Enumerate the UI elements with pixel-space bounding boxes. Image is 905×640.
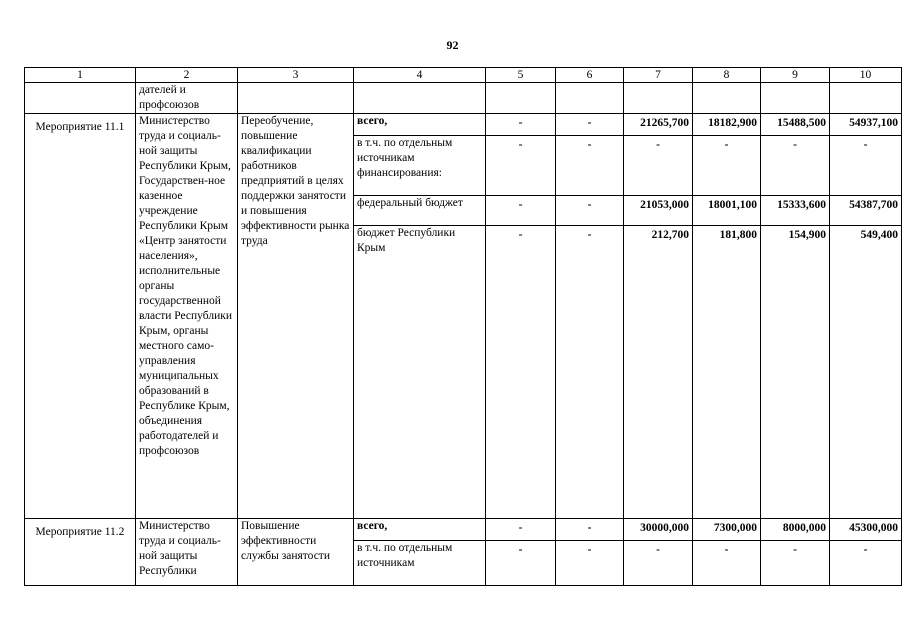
value-cell: 30000,000 bbox=[624, 519, 693, 541]
value-cell: - bbox=[624, 541, 693, 586]
value-cell: 7300,000 bbox=[693, 519, 761, 541]
header-cell: 6 bbox=[556, 68, 624, 83]
measure-label: Мероприятие 11.2 bbox=[25, 519, 136, 586]
continuation-text: дателей и профсоюзов bbox=[136, 83, 238, 114]
source-cell: в т.ч. по отдельным источникам финансирования: bbox=[354, 136, 486, 196]
value-cell: 549,400 bbox=[830, 226, 902, 519]
purpose-cell: Переобучение, повышение квалификации работников предприятий в целях поддержки занятости и повышения эффективности рынка труда bbox=[238, 114, 354, 519]
source-cell: в т.ч. по отдельным источникам bbox=[354, 541, 486, 586]
value-cell: - bbox=[556, 136, 624, 196]
value-cell: - bbox=[761, 136, 830, 196]
executor-cell: Министерство труда и социаль-ной защиты Республики bbox=[136, 519, 238, 586]
source-cell: федеральный бюджет bbox=[354, 196, 486, 226]
value-cell: - bbox=[761, 541, 830, 586]
value-cell: 8000,000 bbox=[761, 519, 830, 541]
value-cell: - bbox=[486, 519, 556, 541]
value-cell: 21053,000 bbox=[624, 196, 693, 226]
value-cell: 181,800 bbox=[693, 226, 761, 519]
header-cell: 10 bbox=[830, 68, 902, 83]
value-cell: - bbox=[486, 196, 556, 226]
value-cell: - bbox=[556, 114, 624, 136]
executor-cell: Министерство труда и социаль-ной защиты Республики Крым, Государствен-ное казенное учреждение Республики Крым «Центр занятости населения», исполнительные органы государственной власти Республики Крым, органы местного само-управления муниципальных образований в Республике Крым, объединения работодателей и профсоюзов bbox=[136, 114, 238, 519]
value-cell: - bbox=[556, 541, 624, 586]
value-cell: 154,900 bbox=[761, 226, 830, 519]
value-cell: - bbox=[693, 136, 761, 196]
header-cell: 5 bbox=[486, 68, 556, 83]
source-cell: бюджет Республики Крым bbox=[354, 226, 486, 519]
header-row bbox=[25, 68, 902, 83]
value-cell: 45300,000 bbox=[830, 519, 902, 541]
continuation-row bbox=[25, 83, 902, 114]
value-cell: 18001,100 bbox=[693, 196, 761, 226]
value-cell: 212,700 bbox=[624, 226, 693, 519]
value-cell: 18182,900 bbox=[693, 114, 761, 136]
page-number: 92 bbox=[446, 38, 459, 52]
header-cell: 7 bbox=[624, 68, 693, 83]
measure-label: Мероприятие 11.1 bbox=[25, 114, 136, 519]
value-cell: 15333,600 bbox=[761, 196, 830, 226]
header-cell: 9 bbox=[761, 68, 830, 83]
value-cell: - bbox=[486, 541, 556, 586]
value-cell: 21265,700 bbox=[624, 114, 693, 136]
header-cell: 2 bbox=[136, 68, 238, 83]
value-cell: - bbox=[556, 519, 624, 541]
value-cell: - bbox=[486, 114, 556, 136]
budget-table bbox=[24, 67, 902, 586]
purpose-cell: Повышение эффективности службы занятости bbox=[238, 519, 354, 586]
header-cell: 4 bbox=[354, 68, 486, 83]
header-cell: 8 bbox=[693, 68, 761, 83]
table-row bbox=[25, 114, 902, 136]
table-row bbox=[25, 519, 902, 541]
value-cell: - bbox=[830, 541, 902, 586]
value-cell: - bbox=[486, 226, 556, 519]
source-cell: всего, bbox=[354, 114, 486, 136]
value-cell: - bbox=[556, 196, 624, 226]
value-cell: - bbox=[486, 136, 556, 196]
value-cell: 54937,100 bbox=[830, 114, 902, 136]
source-cell: всего, bbox=[354, 519, 486, 541]
header-cell: 3 bbox=[238, 68, 354, 83]
value-cell: 15488,500 bbox=[761, 114, 830, 136]
value-cell: 54387,700 bbox=[830, 196, 902, 226]
header-cell: 1 bbox=[25, 68, 136, 83]
value-cell: - bbox=[624, 136, 693, 196]
value-cell: - bbox=[830, 136, 902, 196]
value-cell: - bbox=[556, 226, 624, 519]
value-cell: - bbox=[693, 541, 761, 586]
